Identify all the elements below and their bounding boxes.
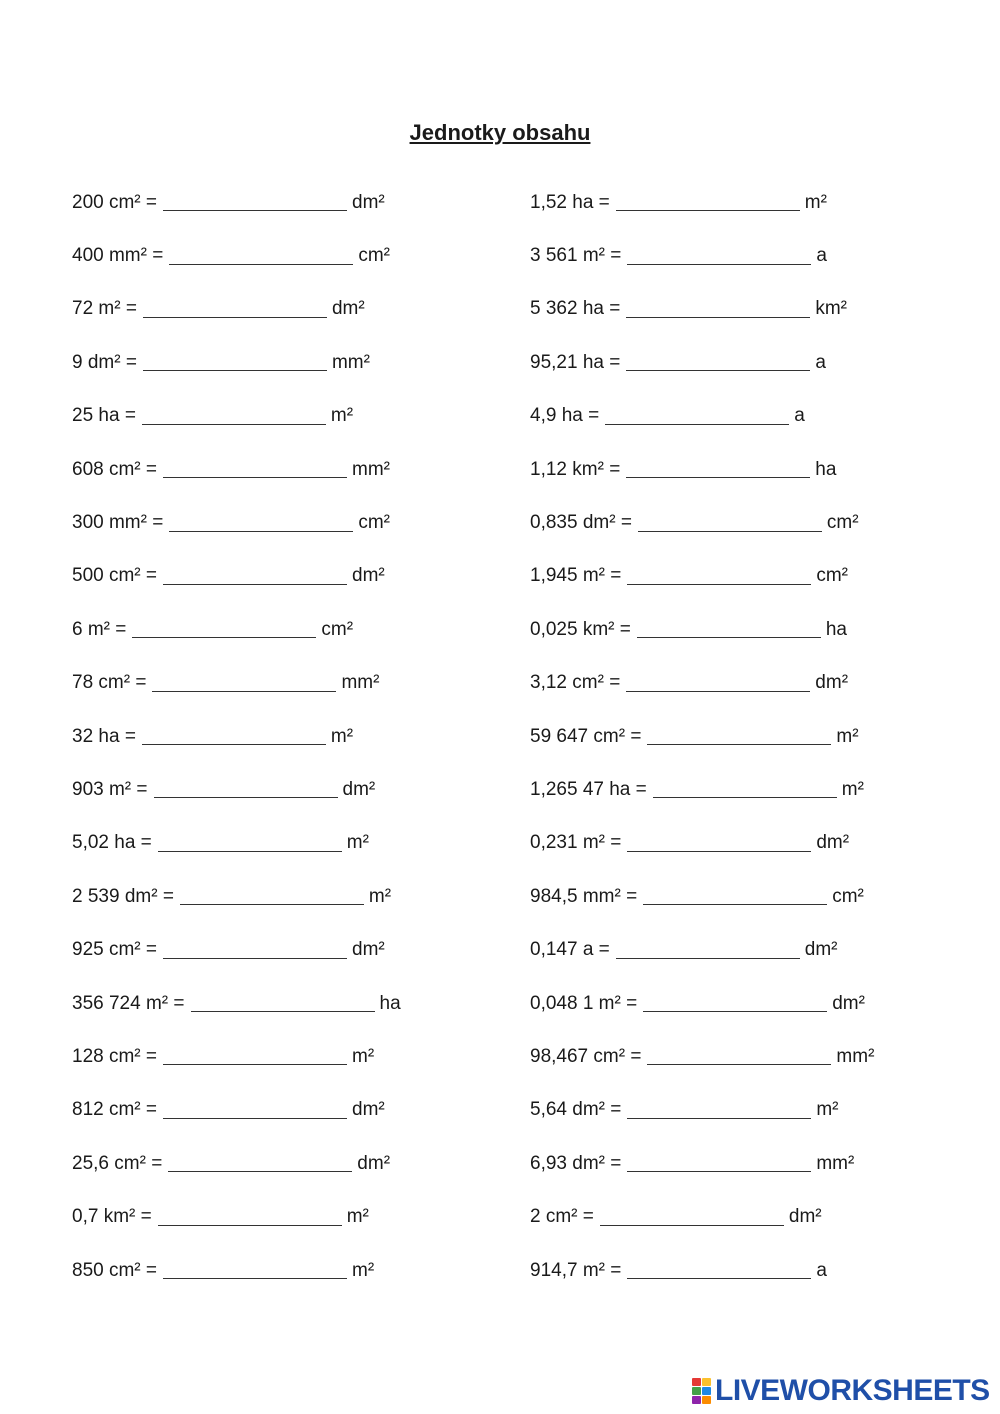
answer-field[interactable] bbox=[627, 244, 811, 265]
answer-field[interactable] bbox=[626, 350, 810, 371]
exercise-expression: 1,12 km² = bbox=[530, 458, 621, 480]
target-unit: mm² bbox=[352, 458, 390, 480]
answer-field[interactable] bbox=[163, 1044, 347, 1065]
target-unit: cm² bbox=[826, 512, 859, 534]
answer-field[interactable] bbox=[158, 1205, 342, 1226]
answer-field[interactable] bbox=[647, 724, 831, 745]
target-unit: ha bbox=[825, 618, 847, 640]
exercise-row bbox=[72, 710, 401, 763]
target-unit: cm² bbox=[321, 618, 354, 640]
exercise-expression: 500 cm² = bbox=[72, 565, 158, 587]
exercise-expression: 6,93 dm² = bbox=[530, 1152, 622, 1174]
exercise-expression: 0,147 a = bbox=[530, 939, 610, 961]
exercise-expression: 9 dm² = bbox=[72, 351, 137, 373]
exercise-row bbox=[530, 1137, 874, 1190]
exercise-expression: 78 cm² = bbox=[72, 672, 147, 694]
target-unit: ha bbox=[379, 992, 401, 1014]
answer-field[interactable] bbox=[163, 938, 347, 959]
exercise-row bbox=[530, 390, 874, 443]
left-column bbox=[72, 176, 401, 1297]
target-unit: m² bbox=[346, 1206, 369, 1228]
exercise-expression: 5 362 ha = bbox=[530, 298, 621, 320]
exercise-expression: 128 cm² = bbox=[72, 1045, 158, 1067]
exercise-expression: 95,21 ha = bbox=[530, 351, 621, 373]
target-unit: a bbox=[794, 405, 805, 427]
answer-field[interactable] bbox=[600, 1205, 784, 1226]
exercise-expression: 0,835 dm² = bbox=[530, 512, 632, 534]
exercise-expression: 925 cm² = bbox=[72, 939, 158, 961]
target-unit: m² bbox=[816, 1099, 839, 1121]
exercise-row bbox=[530, 283, 874, 336]
exercise-row bbox=[72, 496, 401, 549]
answer-field[interactable] bbox=[643, 991, 827, 1012]
exercise-expression: 59 647 cm² = bbox=[530, 725, 642, 747]
exercise-expression: 400 mm² = bbox=[72, 245, 164, 267]
target-unit: m² bbox=[352, 1045, 375, 1067]
answer-field[interactable] bbox=[180, 884, 364, 905]
answer-field[interactable] bbox=[163, 190, 347, 211]
target-unit: m² bbox=[804, 191, 827, 213]
right-column bbox=[530, 176, 874, 1297]
exercise-expression: 2 cm² = bbox=[530, 1206, 594, 1228]
answer-field[interactable] bbox=[143, 297, 327, 318]
exercise-expression: 3 561 m² = bbox=[530, 245, 622, 267]
brand-name: LIVEWORKSHEETS bbox=[715, 1374, 990, 1407]
target-unit: m² bbox=[330, 725, 354, 747]
exercise-expression: 812 cm² = bbox=[72, 1099, 158, 1121]
exercise-expression: 98,467 cm² = bbox=[530, 1045, 642, 1067]
exercise-expression: 0,231 m² = bbox=[530, 832, 622, 854]
exercise-row bbox=[72, 336, 401, 389]
answer-field[interactable] bbox=[616, 190, 800, 211]
target-unit: dm² bbox=[342, 778, 376, 800]
target-unit: a bbox=[816, 1259, 827, 1281]
target-unit: m² bbox=[368, 885, 392, 907]
exercise-row bbox=[72, 176, 401, 229]
target-unit: dm² bbox=[331, 298, 365, 320]
exercise-expression: 356 724 m² = bbox=[72, 992, 185, 1014]
exercise-expression: 300 mm² = bbox=[72, 512, 164, 534]
answer-field[interactable] bbox=[143, 350, 327, 371]
exercise-row bbox=[72, 603, 401, 656]
answer-field[interactable] bbox=[627, 564, 811, 585]
exercise-row bbox=[530, 336, 874, 389]
answer-field[interactable] bbox=[627, 831, 811, 852]
target-unit: mm² bbox=[816, 1152, 855, 1174]
target-unit: m² bbox=[352, 1259, 375, 1281]
exercise-row bbox=[530, 870, 874, 923]
logo-tile bbox=[702, 1396, 711, 1404]
target-unit: mm² bbox=[331, 351, 370, 373]
exercise-row bbox=[530, 496, 874, 549]
answer-field[interactable] bbox=[643, 884, 827, 905]
exercise-expression: 25 ha = bbox=[72, 405, 136, 427]
exercise-row bbox=[72, 657, 401, 710]
brand-footer bbox=[692, 1374, 990, 1408]
target-unit: dm² bbox=[352, 565, 385, 587]
exercise-row bbox=[530, 1030, 874, 1083]
exercise-expression: 200 cm² = bbox=[72, 191, 158, 213]
exercise-row bbox=[72, 870, 401, 923]
target-unit: dm² bbox=[832, 992, 865, 1014]
exercise-row bbox=[72, 1244, 401, 1297]
exercise-row bbox=[72, 443, 401, 496]
exercise-expression: 0,048 1 m² = bbox=[530, 992, 638, 1014]
target-unit: a bbox=[816, 245, 827, 267]
answer-field[interactable] bbox=[605, 404, 789, 425]
answer-field[interactable] bbox=[626, 457, 810, 478]
target-unit: dm² bbox=[357, 1152, 391, 1174]
exercise-row bbox=[530, 657, 874, 710]
target-unit: a bbox=[815, 351, 826, 373]
answer-field[interactable] bbox=[637, 617, 821, 638]
answer-field[interactable] bbox=[616, 938, 800, 959]
exercise-expression: 72 m² = bbox=[72, 298, 137, 320]
target-unit: mm² bbox=[836, 1045, 875, 1067]
answer-field[interactable] bbox=[168, 1151, 352, 1172]
answer-field[interactable] bbox=[132, 617, 316, 638]
answer-field[interactable] bbox=[142, 724, 326, 745]
target-unit: km² bbox=[815, 298, 847, 320]
target-unit: m² bbox=[836, 725, 859, 747]
exercise-expression: 0,025 km² = bbox=[530, 618, 631, 640]
answer-field[interactable] bbox=[163, 457, 347, 478]
target-unit: cm² bbox=[816, 565, 849, 587]
exercise-expression: 4,9 ha = bbox=[530, 405, 600, 427]
exercise-row bbox=[72, 1137, 401, 1190]
exercise-row bbox=[530, 923, 874, 976]
target-unit: m² bbox=[346, 832, 369, 854]
target-unit: m² bbox=[330, 405, 354, 427]
answer-field[interactable] bbox=[647, 1044, 831, 1065]
answer-field[interactable] bbox=[627, 1258, 811, 1279]
exercise-expression: 1,945 m² = bbox=[530, 565, 622, 587]
answer-field[interactable] bbox=[163, 564, 347, 585]
exercise-expression: 984,5 mm² = bbox=[530, 885, 638, 907]
logo-tile bbox=[702, 1378, 711, 1386]
exercise-expression: 0,7 km² = bbox=[72, 1206, 152, 1228]
exercise-expression: 5,02 ha = bbox=[72, 832, 152, 854]
exercise-expression: 6 m² = bbox=[72, 618, 127, 640]
exercise-row bbox=[530, 550, 874, 603]
exercise-row bbox=[72, 817, 401, 870]
target-unit: dm² bbox=[804, 939, 838, 961]
answer-field[interactable] bbox=[169, 511, 353, 532]
exercise-row bbox=[530, 1190, 874, 1243]
exercise-expression: 1,265 47 ha = bbox=[530, 778, 647, 800]
exercise-row bbox=[530, 603, 874, 656]
exercise-row bbox=[530, 1244, 874, 1297]
exercise-expression: 5,64 dm² = bbox=[530, 1099, 622, 1121]
exercise-row bbox=[72, 1190, 401, 1243]
logo-tile bbox=[692, 1396, 701, 1404]
exercise-expression: 32 ha = bbox=[72, 725, 136, 747]
exercise-row bbox=[72, 229, 401, 282]
exercise-row bbox=[72, 390, 401, 443]
exercise-row bbox=[530, 176, 874, 229]
exercise-row bbox=[530, 763, 874, 816]
answer-field[interactable] bbox=[154, 777, 338, 798]
logo-tile bbox=[692, 1378, 701, 1386]
answer-field[interactable] bbox=[163, 1258, 347, 1279]
answer-field[interactable] bbox=[152, 671, 336, 692]
target-unit: m² bbox=[841, 778, 864, 800]
exercise-row bbox=[72, 1030, 401, 1083]
target-unit: cm² bbox=[832, 885, 864, 907]
answer-field[interactable] bbox=[163, 1098, 347, 1119]
exercise-row bbox=[530, 1084, 874, 1137]
exercise-expression: 608 cm² = bbox=[72, 458, 158, 480]
answer-field[interactable] bbox=[142, 404, 326, 425]
exercise-row bbox=[72, 283, 401, 336]
logo-tile bbox=[692, 1387, 701, 1395]
logo-tile bbox=[702, 1387, 711, 1395]
target-unit: dm² bbox=[352, 191, 385, 213]
exercise-expression: 903 m² = bbox=[72, 778, 148, 800]
exercise-expression: 25,6 cm² = bbox=[72, 1152, 163, 1174]
liveworksheets-logo-icon bbox=[692, 1378, 711, 1404]
exercise-expression: 3,12 cm² = bbox=[530, 672, 621, 694]
target-unit: dm² bbox=[788, 1206, 822, 1228]
target-unit: dm² bbox=[352, 939, 385, 961]
answer-field[interactable] bbox=[627, 1151, 811, 1172]
answer-field[interactable] bbox=[626, 671, 810, 692]
exercise-row bbox=[72, 923, 401, 976]
exercise-row bbox=[72, 763, 401, 816]
target-unit: cm² bbox=[358, 245, 390, 267]
answer-field[interactable] bbox=[169, 244, 353, 265]
exercise-expression: 850 cm² = bbox=[72, 1259, 158, 1281]
target-unit: cm² bbox=[358, 512, 390, 534]
exercise-row bbox=[530, 710, 874, 763]
exercise-row bbox=[72, 977, 401, 1030]
target-unit: dm² bbox=[816, 832, 850, 854]
answer-field[interactable] bbox=[638, 511, 822, 532]
answer-field[interactable] bbox=[653, 777, 837, 798]
exercise-expression: 914,7 m² = bbox=[530, 1259, 622, 1281]
answer-field[interactable] bbox=[158, 831, 342, 852]
target-unit: dm² bbox=[352, 1099, 385, 1121]
exercise-row bbox=[530, 229, 874, 282]
exercise-row bbox=[530, 817, 874, 870]
exercise-expression: 1,52 ha = bbox=[530, 191, 610, 213]
exercise-expression: 2 539 dm² = bbox=[72, 885, 174, 907]
answer-field[interactable] bbox=[191, 991, 375, 1012]
target-unit: mm² bbox=[341, 672, 380, 694]
exercise-row bbox=[72, 1084, 401, 1137]
target-unit: ha bbox=[815, 458, 837, 480]
exercise-row bbox=[72, 550, 401, 603]
answer-field[interactable] bbox=[627, 1098, 811, 1119]
exercise-row bbox=[530, 977, 874, 1030]
exercise-row bbox=[530, 443, 874, 496]
target-unit: dm² bbox=[815, 672, 849, 694]
page-title: Jednotky obsahu bbox=[409, 120, 591, 145]
answer-field[interactable] bbox=[626, 297, 810, 318]
